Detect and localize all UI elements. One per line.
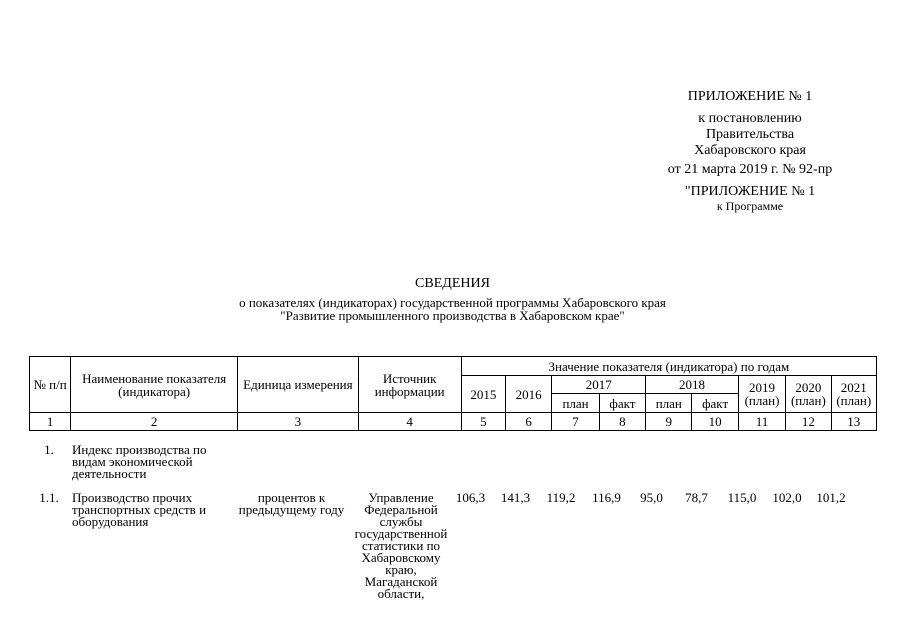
header-year-2019: 2019 (план) <box>738 376 785 413</box>
value-2020: 102,0 <box>772 490 802 505</box>
header-unit: Единица измерения <box>238 357 359 413</box>
index-cell: 4 <box>358 413 461 431</box>
index-cell: 5 <box>461 413 505 431</box>
header-2018-plan: план <box>646 394 692 413</box>
index-cell: 1 <box>30 413 71 431</box>
value-2019: 115,0 <box>727 490 757 505</box>
header-year-2021: 2021 (план) <box>831 376 876 413</box>
index-cell: 10 <box>692 413 738 431</box>
program-appendix-title: "ПРИЛОЖЕНИЕ № 1 <box>684 184 816 199</box>
table-row <box>29 444 877 492</box>
appendix-ref-line: к постановлению <box>698 111 802 126</box>
value-2017-fact: 116,9 <box>592 490 621 505</box>
indicators-table <box>29 356 877 431</box>
value-2016: 141,3 <box>500 490 531 505</box>
appendix-ref-line: Хабаровского края <box>694 143 806 158</box>
index-cell: 7 <box>552 413 599 431</box>
index-cell: 13 <box>831 413 876 431</box>
row-source: Управление Федеральной службы государственной статистики по Хабаровскому краю, Магаданской области, <box>354 490 448 601</box>
row-name: Производство прочих транспортных средств и оборудования <box>72 490 207 529</box>
value-2018-fact: 78,7 <box>685 490 708 505</box>
appendix-block <box>640 89 860 213</box>
header-year-2016: 2016 <box>505 376 551 413</box>
row-num: 1. <box>44 442 54 457</box>
document-title-block <box>0 276 905 322</box>
index-cell: 12 <box>786 413 831 431</box>
document-subtitle: о показателях (индикаторах) государственной программы Хабаровского края <box>239 295 666 310</box>
header-2017-plan: план <box>552 394 599 413</box>
header-year-2015: 2015 <box>461 376 505 413</box>
document-heading: СВЕДЕНИЯ <box>415 276 490 291</box>
row-num: 1.1. <box>39 490 59 505</box>
row-unit: процентов к предыдущему году <box>238 490 345 517</box>
header-2017-fact: факт <box>599 394 645 413</box>
index-cell: 9 <box>646 413 692 431</box>
row-name: Индекс производства по видам экономической деятельности <box>72 442 207 481</box>
appendix-ref-line: Правительства <box>705 127 795 142</box>
header-year-2017: 2017 <box>552 376 646 394</box>
header-year-2018: 2018 <box>646 376 739 394</box>
header-source: Источник информации <box>358 357 461 413</box>
header-2018-fact: факт <box>692 394 738 413</box>
header-name: Наименование показателя (индикатора) <box>71 357 238 413</box>
document-subtitle: "Развитие промышленного производства в Хабаровском крае" <box>280 308 625 323</box>
index-cell: 6 <box>505 413 551 431</box>
header-num: № п/п <box>30 357 71 413</box>
value-2017-plan: 119,2 <box>546 490 576 505</box>
index-cell: 3 <box>238 413 359 431</box>
program-appendix-ref: к Программе <box>716 199 784 213</box>
index-cell: 8 <box>599 413 645 431</box>
value-2015: 106,3 <box>455 490 486 505</box>
index-cell: 2 <box>71 413 238 431</box>
value-2021: 101,2 <box>816 490 846 505</box>
header-values-group: Значение показателя (индикатора) по годам <box>461 357 876 376</box>
appendix-date: от 21 марта 2019 г. № 92-пр <box>667 162 833 177</box>
appendix-title: ПРИЛОЖЕНИЕ № 1 <box>687 89 813 104</box>
value-2018-plan: 95,0 <box>640 490 663 505</box>
header-year-2020: 2020 (план) <box>786 376 831 413</box>
index-cell: 11 <box>738 413 785 431</box>
table-row <box>29 492 877 612</box>
table-body <box>29 444 877 612</box>
